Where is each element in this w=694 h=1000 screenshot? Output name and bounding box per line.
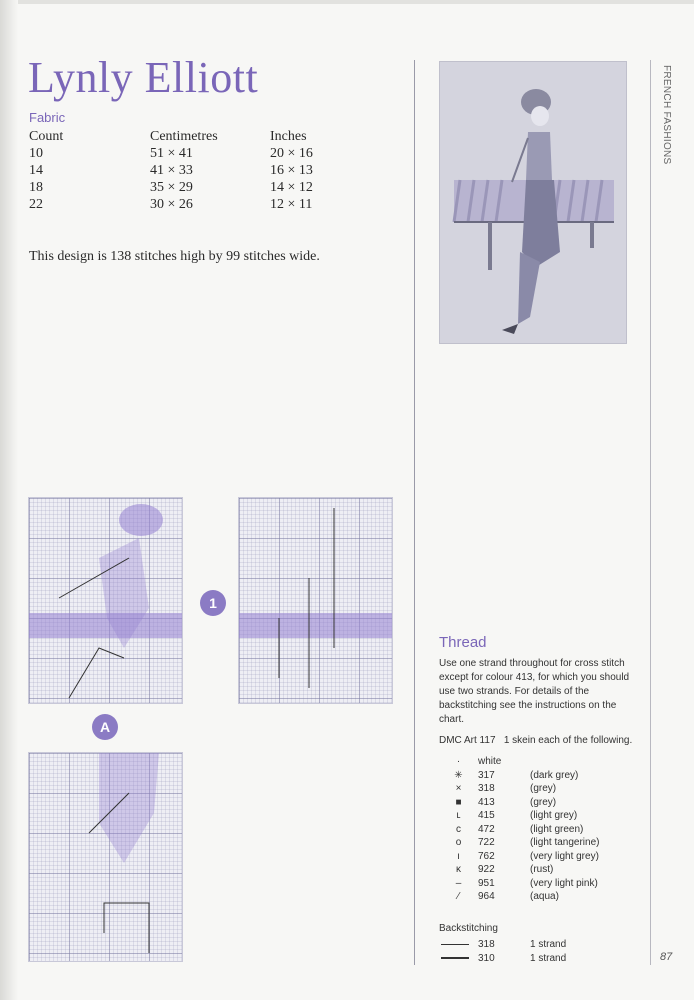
- table-cell: 41 × 33: [150, 162, 193, 178]
- thread-key-list: [439, 755, 599, 904]
- thread-heading: Thread: [439, 634, 487, 651]
- chart-marker-1: 1: [200, 590, 226, 616]
- thread-number: 413: [478, 796, 495, 808]
- list-item: [439, 863, 599, 877]
- page-title: Lynly Elliott: [28, 53, 259, 102]
- table-cell: 18: [29, 179, 43, 195]
- table-cell: 10: [29, 145, 43, 161]
- backstitch-line-sample: [439, 937, 478, 951]
- thread-colour-name: (grey): [530, 783, 557, 795]
- thread-number: 951: [478, 877, 495, 889]
- table-header-row: [29, 128, 350, 145]
- line-sample-icon: [441, 944, 469, 945]
- thread-number: 310: [478, 952, 495, 964]
- thread-number: 762: [478, 850, 495, 862]
- thread-colour-name: (very light grey): [530, 850, 599, 862]
- stitch-symbol: ×: [455, 783, 462, 795]
- page-number: 87: [660, 951, 673, 963]
- backstitching-list: [439, 937, 566, 965]
- table-cell: 20 × 16: [270, 145, 313, 161]
- thread-colour-name: (dark grey): [530, 769, 579, 781]
- thread-colour-name: (grey): [530, 796, 557, 808]
- backstitch-line-sample: [439, 951, 478, 965]
- column-header-inches: Inches: [270, 128, 307, 144]
- list-item: [439, 782, 599, 796]
- stitch-symbol: ı: [457, 850, 460, 862]
- stitch-symbol: ĸ: [456, 864, 461, 876]
- table-row: [29, 196, 350, 213]
- chart-section-bottom-left: [28, 752, 183, 962]
- list-item: [439, 755, 599, 769]
- column-header-count: Count: [29, 128, 64, 144]
- table-cell: 14: [29, 162, 43, 178]
- table-cell: 35 × 29: [150, 179, 193, 195]
- thread-colour-name: (light tangerine): [530, 837, 600, 849]
- thread-colour-name: (aqua): [530, 891, 559, 903]
- thread-colour-name: (very light pink): [530, 877, 598, 889]
- thread-number: 922: [478, 864, 495, 876]
- stitch-symbol: c: [456, 823, 461, 835]
- table-cell: 16 × 13: [270, 162, 313, 178]
- table-cell: 22: [29, 196, 43, 212]
- list-item: [439, 796, 599, 810]
- design-size-note: This design is 138 stitches high by 99 stitches wide.: [29, 249, 320, 264]
- margin-divider: [650, 60, 651, 965]
- table-row: [29, 145, 350, 162]
- list-item: [439, 951, 566, 965]
- chart-figure-outline: [29, 498, 182, 703]
- list-item: [439, 937, 566, 951]
- dmc-note: 1 skein each of the following.: [503, 735, 633, 746]
- chart-section-top-left: [28, 497, 183, 704]
- list-item: [439, 823, 599, 837]
- list-item: [439, 877, 599, 891]
- fabric-size-table: [29, 128, 350, 213]
- stitch-symbol: o: [455, 837, 462, 849]
- list-item: [439, 850, 599, 864]
- stitch-symbol: ·: [456, 756, 461, 768]
- thread-number: white: [478, 756, 502, 768]
- page-top-edge: [0, 0, 694, 4]
- design-photo: [439, 61, 627, 344]
- table-cell: 51 × 41: [150, 145, 193, 161]
- thread-colour-name: (light grey): [530, 810, 578, 822]
- stitch-symbol: ʟ: [456, 810, 461, 822]
- backstitching-heading: Backstitching: [439, 923, 498, 934]
- list-item: [439, 769, 599, 783]
- stitch-symbol: ⁄: [457, 891, 460, 903]
- list-item: [439, 809, 599, 823]
- table-row: [29, 179, 350, 196]
- stitch-symbol: ✳: [454, 769, 463, 781]
- fabric-label: Fabric: [29, 110, 66, 125]
- woman-on-bench-illustration: [440, 62, 626, 343]
- thread-number: 722: [478, 837, 495, 849]
- thread-description: Use one strand throughout for cross stitch except for colour 413, for which you should use two strands. For details of the backstitching see the instructions on the chart.: [439, 658, 630, 725]
- stitch-symbol: ■: [455, 796, 462, 808]
- binding-shadow: [0, 0, 18, 1000]
- line-sample-icon: [441, 957, 469, 959]
- column-divider: [414, 60, 415, 965]
- table-cell: 12 × 11: [270, 196, 313, 212]
- thread-number: 318: [478, 938, 495, 950]
- list-item: [439, 836, 599, 850]
- thread-number: 317: [478, 769, 495, 781]
- column-header-centimetres: Centimetres: [150, 128, 218, 144]
- dmc-line: [439, 735, 632, 746]
- thread-colour-name: [530, 755, 599, 769]
- chart-marker-a: A: [92, 714, 118, 740]
- strand-count: 1 strand: [530, 952, 567, 964]
- strand-count: 1 strand: [530, 938, 567, 950]
- table-row: [29, 162, 350, 179]
- chart-detail-lines: [239, 498, 392, 703]
- table-cell: 30 × 26: [150, 196, 193, 212]
- dmc-label: DMC Art 117: [439, 735, 496, 746]
- stitch-symbol: –: [455, 877, 462, 889]
- thread-number: 472: [478, 823, 495, 835]
- list-item: [439, 890, 599, 904]
- thread-colour-name: (rust): [530, 864, 554, 876]
- table-cell: 14 × 12: [270, 179, 313, 195]
- thread-number: 964: [478, 891, 495, 903]
- thread-colour-name: (light green): [530, 823, 584, 835]
- thread-number: 318: [478, 783, 495, 795]
- thread-number: 415: [478, 810, 495, 822]
- section-running-head: FRENCH FASHIONS: [661, 65, 672, 165]
- chart-skirt-outline: [29, 753, 182, 961]
- chart-section-top-right: [238, 497, 393, 704]
